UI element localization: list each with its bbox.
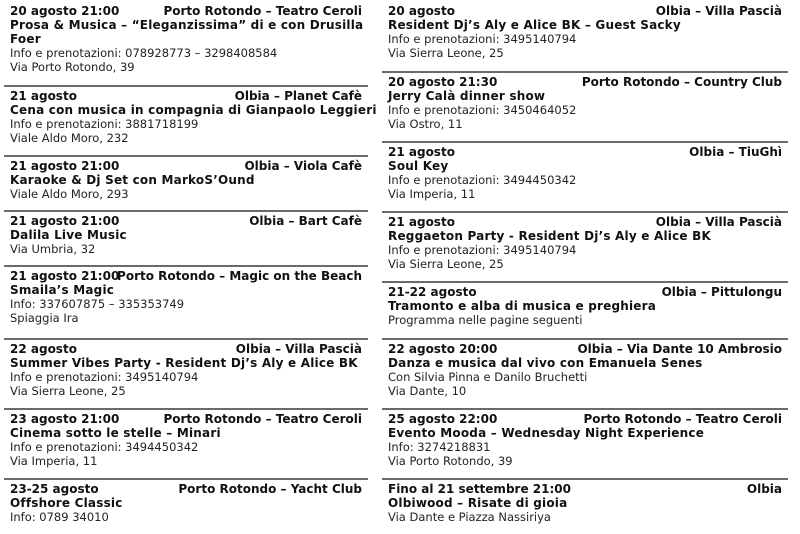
- event-info: Via Imperia, 11: [10, 454, 98, 468]
- event-title: Reggaeton Party - Resident Dj’s Aly e Alice BK: [388, 229, 711, 243]
- event-title: Jerry Calà dinner show: [388, 89, 546, 103]
- event-date: 20 agosto 21:00: [10, 4, 120, 18]
- event-date: 21 agosto: [10, 89, 77, 103]
- event-venue: Olbia – Planet Cafè: [234, 89, 362, 103]
- event-info: Info: 337607875 – 335353749: [10, 297, 185, 311]
- event-date: 21 agosto: [388, 215, 455, 229]
- event-entry: [4, 85, 377, 145]
- event-info: Spiaggia Ira: [10, 311, 79, 325]
- event-info: Via Ostro, 11: [388, 117, 463, 131]
- event-venue: Olbia – Villa Pascià: [655, 215, 782, 229]
- event-date: 25 agosto 22:00: [388, 412, 498, 426]
- event-venue: Olbia – TiuGhì: [689, 145, 782, 159]
- event-title: Offshore Classic: [10, 496, 123, 510]
- event-venue: Porto Rotondo – Country Club: [581, 75, 782, 89]
- event-title: Summer Vibes Party - Resident Dj’s Aly e Alice BK: [10, 356, 358, 370]
- event-date: 21 agosto 21:00: [10, 269, 120, 283]
- event-info: Programma nelle pagine seguenti: [388, 313, 583, 327]
- event-info: Info e prenotazioni: 3495140794: [388, 243, 577, 257]
- event-title: Foer: [10, 32, 41, 46]
- event-info: Con Silvia Pinna e Danilo Bruchetti: [388, 370, 588, 384]
- event-entry: [382, 338, 788, 398]
- event-venue: Olbia – Villa Pascià: [655, 4, 782, 18]
- event-entry: [4, 478, 368, 524]
- event-title: Dalila Live Music: [10, 228, 127, 242]
- event-venue: Porto Rotondo – Magic on the Beach: [117, 269, 362, 283]
- event-entry: [4, 210, 368, 256]
- event-venue: Olbia – Villa Pascià: [235, 342, 362, 356]
- events-column-left: [4, 0, 377, 534]
- event-entry: [382, 478, 788, 524]
- event-title: Soul Key: [388, 159, 449, 173]
- event-info: Info: 3274218831: [388, 440, 491, 454]
- event-entry: [382, 281, 788, 327]
- event-date: Fino al 21 settembre 21:00: [388, 482, 571, 496]
- event-venue: Porto Rotondo – Yacht Club: [178, 482, 362, 496]
- event-info: Via Imperia, 11: [388, 187, 476, 201]
- event-info: Info e prenotazioni: 3495140794: [388, 32, 577, 46]
- event-venue: Olbia – Pittulongu: [661, 285, 782, 299]
- event-title: Evento Mooda – Wednesday Night Experience: [388, 426, 705, 440]
- event-info: Info e prenotazioni: 3495140794: [10, 370, 199, 384]
- event-info: Viale Aldo Moro, 232: [10, 131, 129, 145]
- event-venue: Olbia: [746, 482, 782, 496]
- event-entry: [382, 141, 788, 201]
- event-venue: Porto Rotondo – Teatro Ceroli: [163, 412, 362, 426]
- event-info: Info e prenotazioni: 3494450342: [10, 440, 199, 454]
- event-date: 21-22 agosto: [388, 285, 477, 299]
- event-date: 20 agosto: [388, 4, 455, 18]
- event-date: 20 agosto 21:30: [388, 75, 498, 89]
- event-venue: Olbia – Bart Cafè: [249, 214, 362, 228]
- event-venue: Olbia – Via Dante 10 Ambrosio: [577, 342, 782, 356]
- event-date: 21 agosto: [388, 145, 455, 159]
- event-entry: [4, 265, 368, 325]
- event-title: Smaila’s Magic: [10, 283, 115, 297]
- events-column-right: [382, 0, 788, 534]
- event-title: Resident Dj’s Aly e Alice BK – Guest Sacky: [388, 18, 681, 32]
- event-title: Karaoke & Dj Set con MarkoS’Ound: [10, 173, 255, 187]
- event-title: Cena con musica in compagnia di Gianpaolo Leggieri: [10, 103, 377, 117]
- event-entry: [4, 155, 368, 201]
- event-info: Via Sierra Leone, 25: [10, 384, 126, 398]
- event-info: Via Umbria, 32: [10, 242, 96, 256]
- event-title: Cinema sotto le stelle – Minari: [10, 426, 221, 440]
- event-title: Prosa & Musica – “Eleganzissima” di e con Drusilla: [10, 18, 364, 32]
- event-info: Via Porto Rotondo, 39: [10, 60, 135, 74]
- event-title: Tramonto e alba di musica e preghiera: [388, 299, 657, 313]
- event-date: 21 agosto 21:00: [10, 159, 120, 173]
- event-date: 22 agosto: [10, 342, 77, 356]
- event-title: Olbiwood – Risate di gioia: [388, 496, 568, 510]
- event-date: 22 agosto 20:00: [388, 342, 498, 356]
- event-venue: Olbia – Viola Cafè: [244, 159, 362, 173]
- event-info: Info e prenotazioni: 3450464052: [388, 103, 577, 117]
- event-info: Via Porto Rotondo, 39: [388, 454, 513, 468]
- event-entry: [4, 338, 368, 398]
- event-info: Via Sierra Leone, 25: [388, 257, 504, 271]
- event-info: Via Dante e Piazza Nassiriya: [388, 510, 551, 524]
- event-entry: [382, 408, 788, 468]
- event-entry: [382, 211, 788, 271]
- event-title: Danza e musica dal vivo con Emanuela Senes: [388, 356, 703, 370]
- event-venue: Porto Rotondo – Teatro Ceroli: [163, 4, 362, 18]
- event-date: 21 agosto 21:00: [10, 214, 120, 228]
- event-info: Via Dante, 10: [388, 384, 467, 398]
- event-info: Info: 0789 34010: [10, 510, 109, 524]
- event-date: 23-25 agosto: [10, 482, 99, 496]
- event-info: Viale Aldo Moro, 293: [10, 187, 129, 201]
- event-info: Via Sierra Leone, 25: [388, 46, 504, 60]
- event-date: 23 agosto 21:00: [10, 412, 120, 426]
- event-info: Info e prenotazioni: 3494450342: [388, 173, 577, 187]
- event-entry: [382, 71, 788, 131]
- event-info: Info e prenotazioni: 3881718199: [10, 117, 199, 131]
- event-entry: [4, 408, 368, 468]
- event-venue: Porto Rotondo – Teatro Ceroli: [583, 412, 782, 426]
- event-info: Info e prenotazioni: 078928773 – 3298408584: [10, 46, 278, 60]
